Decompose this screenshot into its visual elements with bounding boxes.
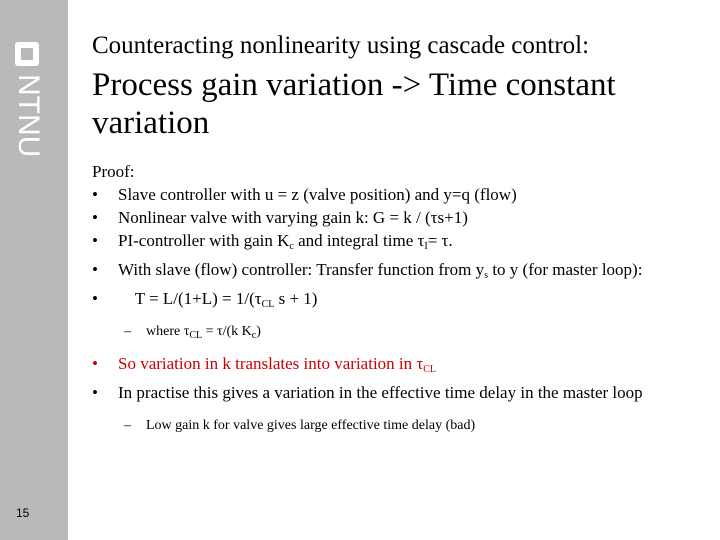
bullet-text: $T = L/(1+L) = 1/(\tau_{CL}$ s + 1) — [118, 289, 318, 310]
proof-label: Proof: — [92, 162, 135, 181]
bullet: • — [92, 260, 98, 279]
bullet: • — [92, 231, 98, 250]
sub-bullet-text: where $\tau_{CL} = \tau/(k$ $K_c$) — [146, 324, 261, 341]
slide-subtitle: Counteracting nonlinearity using cascade control: — [92, 32, 590, 59]
dash: – — [124, 418, 131, 433]
bullet: • — [92, 383, 98, 402]
bullet: • — [92, 289, 98, 308]
bullet: • — [92, 185, 98, 204]
bullet: • — [92, 354, 98, 373]
ntnu-logo — [6, 36, 54, 176]
sub-list-item — [92, 322, 702, 346]
list-item — [92, 206, 702, 229]
bullet-text: With slave (flow) controller: Transfer function from $y_s$ to y (for master loop): — [118, 260, 643, 281]
list-item-highlighted — [92, 352, 702, 381]
bullet-text: Nonlinear valve with varying gain k: G = k / (τs+1) — [118, 208, 468, 227]
dash: – — [124, 324, 131, 339]
sub-bullet-text: Low gain k for valve gives large effective time delay (bad) — [146, 418, 476, 433]
list-item — [92, 229, 702, 258]
list-item — [92, 381, 702, 404]
slide-content — [92, 160, 702, 436]
list-item — [92, 287, 702, 316]
list-item — [92, 183, 702, 206]
list-item — [92, 258, 702, 287]
bullet-text: So variation in k translates into variation in $\tau_{CL}$ — [118, 354, 437, 375]
logo-text: NTNU — [12, 74, 45, 158]
sidebar — [0, 0, 68, 540]
bullet-text: In practise this gives a variation in the effective time delay in the master loop — [118, 383, 643, 402]
page-number: 15 — [16, 506, 30, 520]
slide-title: Process gain variation -> Time constant variation — [92, 67, 616, 141]
bullet-text: Slave controller with u = z (valve position) and y=q (flow) — [118, 185, 517, 204]
bullet: • — [92, 208, 98, 227]
sub-list-item — [92, 416, 702, 436]
bullet-text: PI-controller with gain $K_c$ and integral time $\tau_I= \tau$. — [118, 231, 453, 252]
